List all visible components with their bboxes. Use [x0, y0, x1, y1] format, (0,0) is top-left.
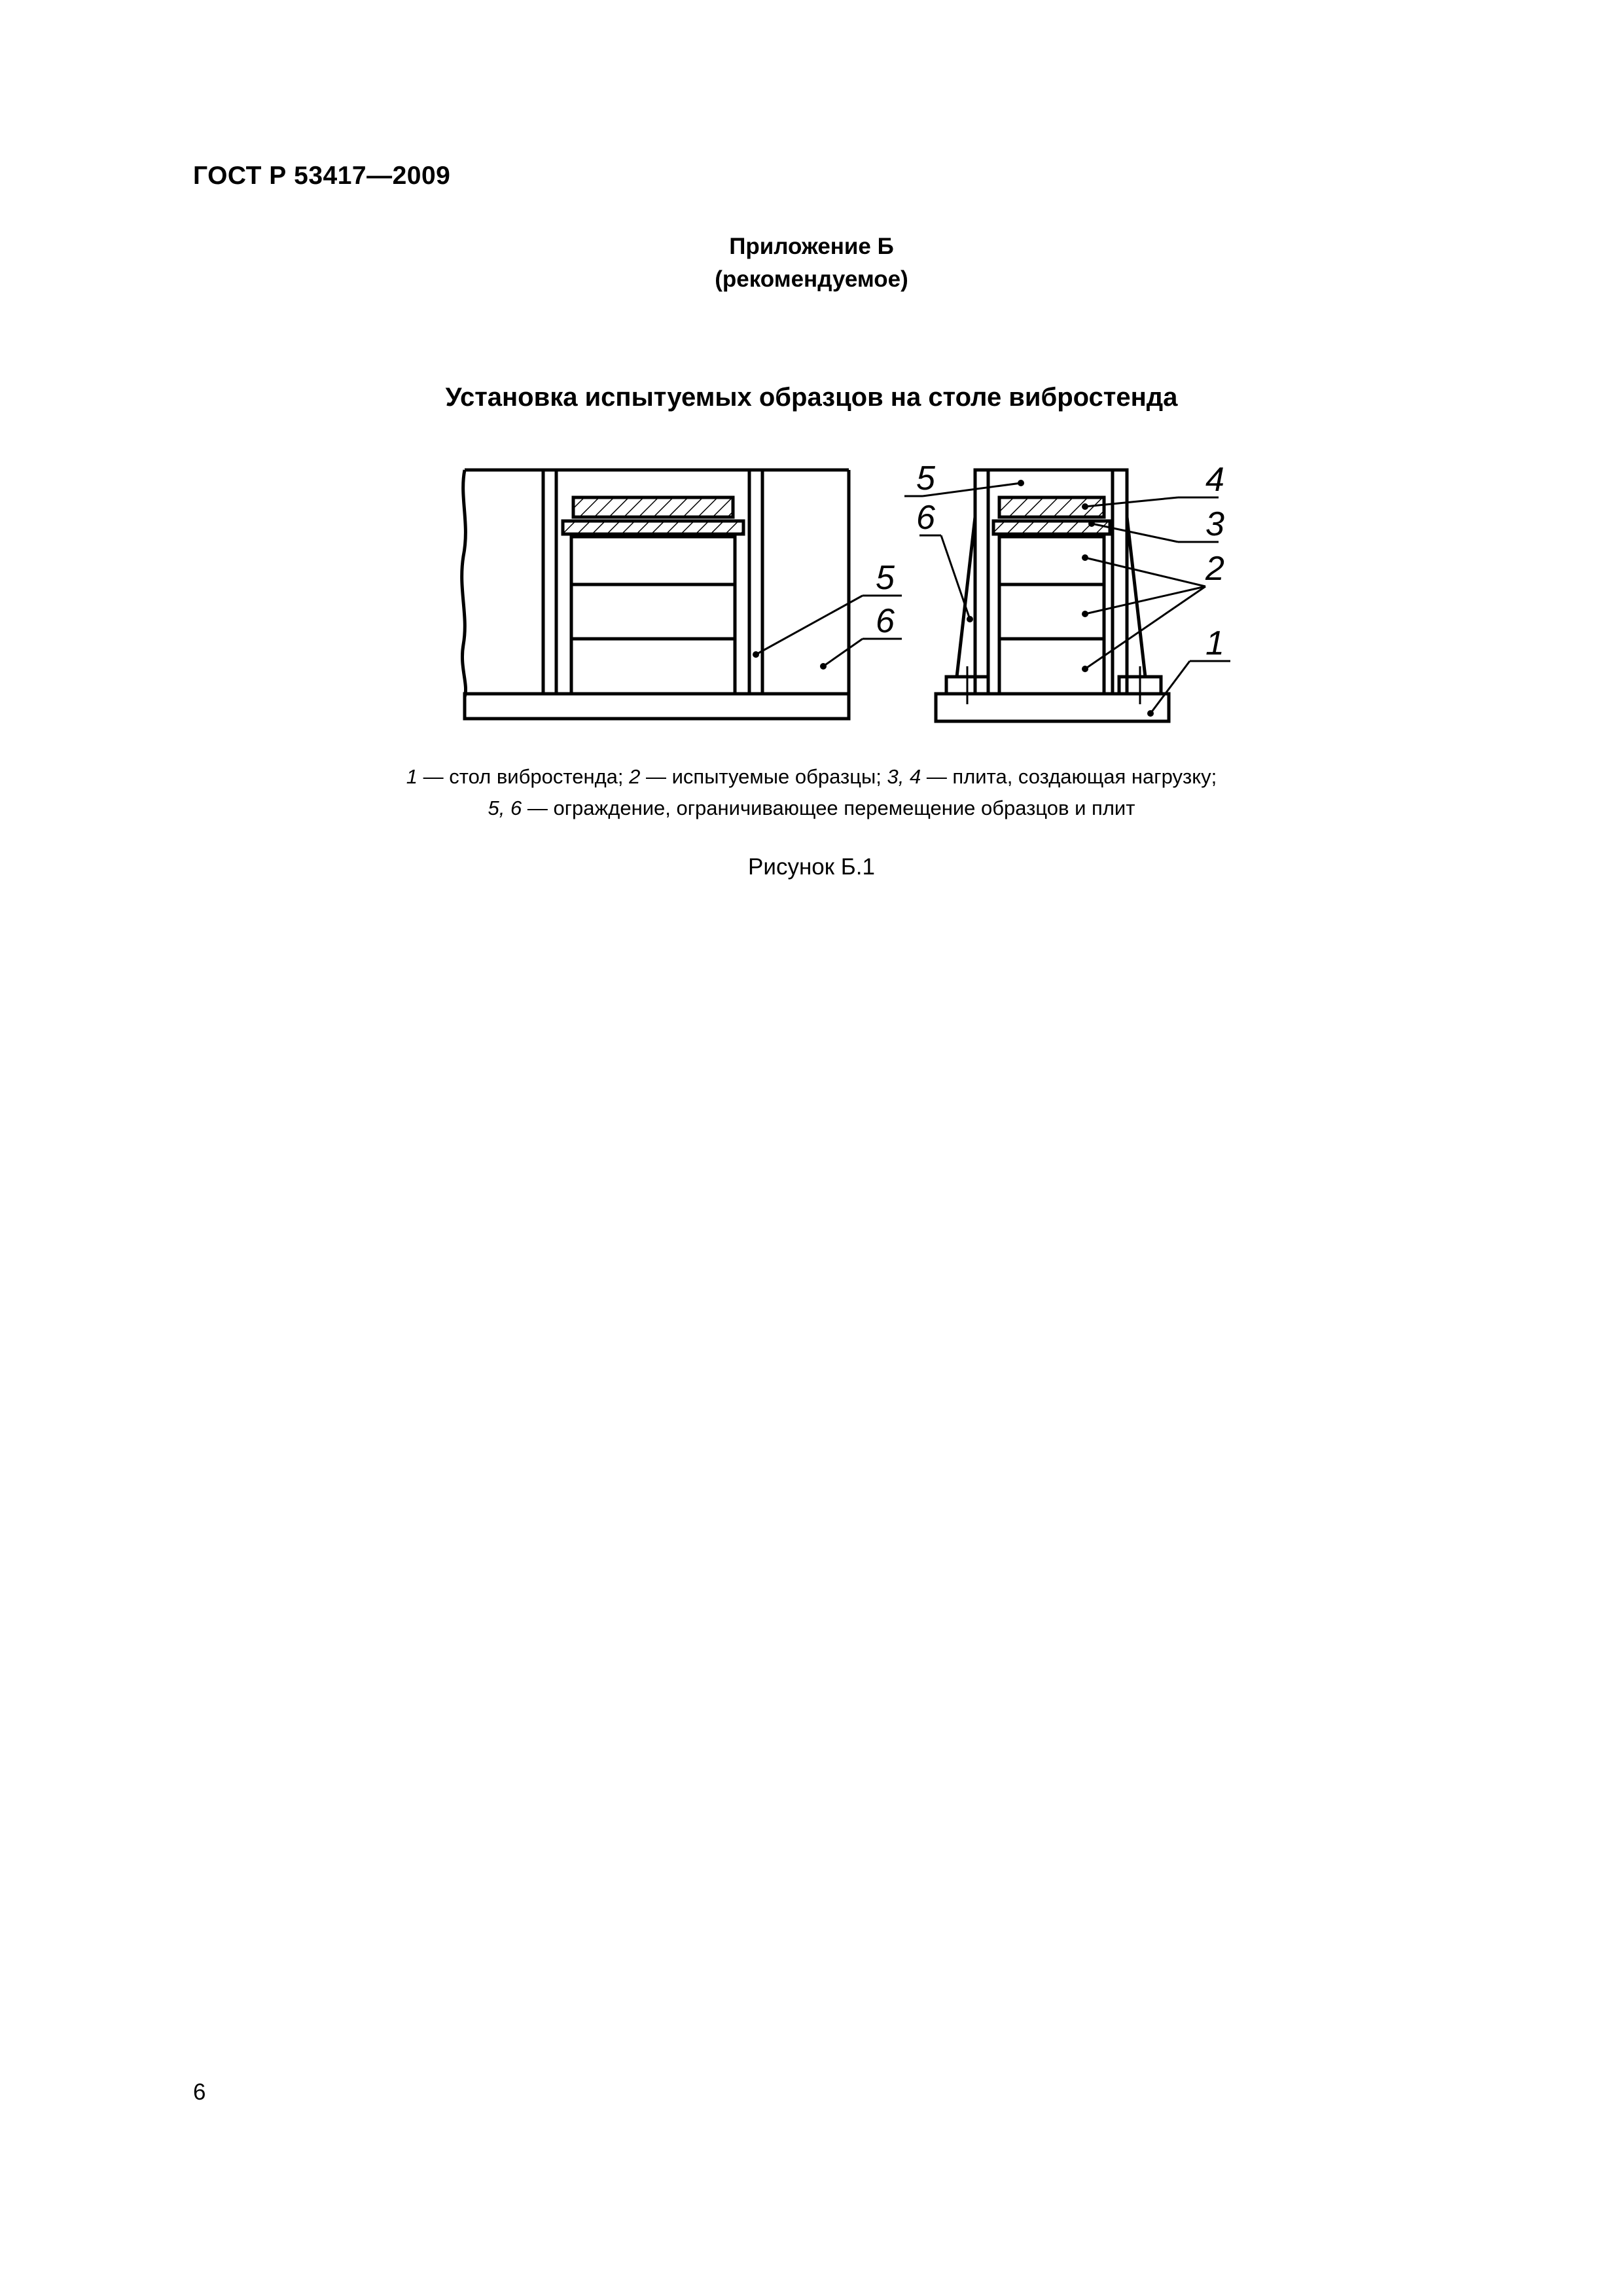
legend-line-2 — [0, 793, 1623, 824]
break-line — [462, 470, 466, 697]
leader-line-6-front — [823, 639, 863, 666]
legend-text: — ограждение, ограничивающее перемещение образцов и плит — [522, 797, 1135, 819]
legend-text: — стол вибростенда; — [418, 765, 630, 788]
vibrostand-table-side — [936, 694, 1169, 721]
callout-5-side: 5 — [916, 459, 935, 497]
legend-num: 5, 6 — [488, 797, 522, 819]
leader-line-5-front — [756, 596, 863, 655]
callout-1-side: 1 — [1205, 624, 1224, 662]
callout-4-side: 4 — [1205, 461, 1224, 499]
specimen-stack-front — [571, 537, 735, 694]
leader-dot-5-front — [753, 651, 759, 658]
callout-6-side: 6 — [916, 499, 935, 537]
callout-6-front: 6 — [876, 602, 895, 640]
legend-text: — испытуемые образцы; — [640, 765, 887, 788]
appendix-heading — [0, 230, 1623, 296]
callout-2-side: 2 — [1205, 550, 1224, 588]
load-plate-3-front — [563, 521, 743, 534]
legend-num: 2 — [629, 765, 641, 788]
vibrostand-table-front — [465, 694, 849, 719]
figure-legend — [0, 761, 1623, 824]
document-code: ГОСТ Р 53417—2009 — [193, 162, 451, 190]
page-number: 6 — [193, 2079, 206, 2105]
side-view — [936, 470, 1169, 721]
figure-drawing — [452, 458, 1224, 746]
callout-5-front: 5 — [876, 559, 895, 597]
legend-line-1 — [0, 761, 1623, 793]
leader-dot-6-front — [820, 663, 827, 670]
figure-title: Установка испытуемых образцов на столе вибростенда — [445, 383, 1178, 412]
figure-caption: Рисунок Б.1 — [748, 854, 875, 880]
appendix-status: (рекомендуемое) — [715, 266, 908, 292]
front-view — [462, 470, 863, 719]
brace-left — [957, 517, 975, 677]
specimen-stack-side — [999, 537, 1104, 694]
appendix-title: Приложение Б — [729, 234, 894, 259]
brace-right — [1127, 517, 1145, 677]
callout-3-side: 3 — [1205, 505, 1224, 543]
legend-num: 3, 4 — [887, 765, 921, 788]
legend-num: 1 — [406, 765, 418, 788]
legend-text: — плита, создающая нагрузку; — [921, 765, 1217, 788]
load-plate-4-front — [573, 497, 733, 517]
